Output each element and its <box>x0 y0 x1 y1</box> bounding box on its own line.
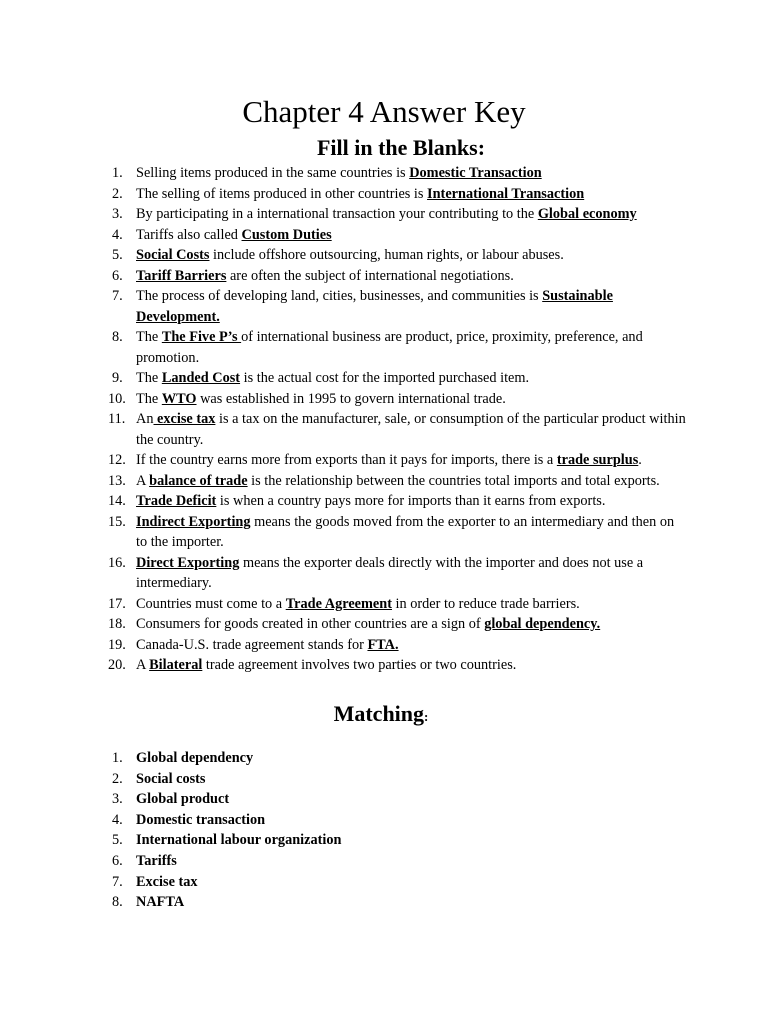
question-text: Countries must come to a <box>136 595 286 612</box>
question-text: of international business are product, price, proximity, preference, and promotion. <box>136 329 643 366</box>
matching-item <box>108 748 508 769</box>
question-text: Consumers for goods created in other countries are a sign of <box>136 616 485 632</box>
matching-item <box>108 851 508 872</box>
question-text: By participating in a international transaction your contributing to the <box>136 206 538 222</box>
item-number: 10. <box>108 390 126 407</box>
matching-term: Domestic transaction <box>136 811 266 828</box>
answer-text: Sustainable Development. <box>136 288 613 325</box>
item-number: 14. <box>108 493 126 509</box>
question-text: trade agreement involves two parties or two countries. <box>202 657 517 673</box>
fill-in-item <box>108 512 688 553</box>
fill-in-item <box>108 245 688 266</box>
item-number: 9. <box>112 370 123 386</box>
question-text: is a tax on the manufacturer, sale, or consumption of the particular product within the country. <box>136 411 686 448</box>
fill-in-item <box>108 389 688 410</box>
item-number: 6. <box>112 267 123 284</box>
fill-in-item <box>108 368 688 389</box>
matching-term: NAFTA <box>136 894 185 911</box>
matching-term: Excise tax <box>136 873 198 890</box>
question-text: A <box>136 472 150 489</box>
item-number: 7. <box>112 288 123 304</box>
item-number: 4. <box>112 811 123 828</box>
item-number: 13. <box>108 472 126 489</box>
item-number: 2. <box>112 185 123 202</box>
answer-text: balance of trade <box>149 472 248 489</box>
fill-in-item <box>108 286 688 327</box>
answer-text: Custom Duties <box>241 226 332 243</box>
answer-text: Trade Agreement <box>285 595 392 612</box>
fill-in-item <box>108 491 688 512</box>
fill-in-item <box>108 225 688 246</box>
item-number: 20. <box>108 657 126 673</box>
answer-text: Domestic Transaction <box>409 165 542 181</box>
answer-text: Global economy <box>537 206 637 222</box>
fill-in-item <box>108 614 688 635</box>
matching-item <box>108 789 508 810</box>
answer-text: Direct Exporting <box>136 554 240 571</box>
answer-text: trade surplus <box>556 452 639 468</box>
answer-text: Indirect Exporting <box>136 513 251 530</box>
answer-text: Social Costs <box>136 247 210 263</box>
matching-heading-text: Matching <box>333 701 425 726</box>
question-text: A <box>136 657 150 673</box>
matching-item <box>108 769 508 790</box>
matching-term: Tariffs <box>136 852 177 869</box>
answer-text: FTA. <box>367 636 399 653</box>
answer-text: Tariff Barriers <box>136 267 227 284</box>
question-text: was established in 1995 to govern international trade. <box>196 390 506 407</box>
question-text: The <box>136 329 162 345</box>
question-text: means the exporter deals directly with the importer and does not use a intermediary. <box>136 554 644 591</box>
question-text: The <box>136 370 162 386</box>
question-text: The process of developing land, cities, businesses, and communities is <box>136 288 543 304</box>
question-text: Selling items produced in the same countries is <box>136 165 410 181</box>
item-number: 1. <box>112 750 123 766</box>
fill-in-item <box>108 594 688 615</box>
matching-item <box>108 810 508 831</box>
question-text: is when a country pays more for imports than it earns from exports. <box>216 493 606 509</box>
question-text: means the goods moved from the exporter to an intermediary and then on to the importer. <box>136 513 675 550</box>
question-text: Canada-U.S. trade agreement stands for <box>136 636 368 653</box>
fill-in-item <box>108 635 688 656</box>
question-text: is the relationship between the countries total imports and total exports. <box>247 472 660 489</box>
matching-heading-colon: : <box>424 709 429 724</box>
item-number: 7. <box>112 873 123 890</box>
fill-in-item <box>108 266 688 287</box>
question-text: is the actual cost for the imported purchased item. <box>240 370 530 386</box>
fill-in-blanks-list <box>108 163 688 676</box>
answer-text: Bilateral <box>149 657 203 673</box>
question-text: include offshore outsourcing, human rights, or labour abuses. <box>209 247 564 263</box>
answer-text: global dependency. <box>484 616 601 632</box>
item-number: 8. <box>112 329 123 345</box>
fill-in-item <box>108 471 688 492</box>
matching-term: International labour organization <box>136 832 342 849</box>
item-number: 6. <box>112 852 123 869</box>
answer-text: WTO <box>161 390 197 407</box>
item-number: 3. <box>112 206 123 222</box>
matching-term: Global dependency <box>136 750 254 766</box>
question-text: If the country earns more from exports than it pays for imports, there is a <box>136 452 557 468</box>
question-text: The <box>136 390 162 407</box>
answer-text: International Transaction <box>427 185 585 202</box>
item-number: 12. <box>108 452 126 468</box>
matching-list <box>108 748 508 913</box>
fill-in-item <box>108 655 688 676</box>
item-number: 16. <box>108 554 126 571</box>
item-number: 8. <box>112 894 123 911</box>
page-title: Chapter 4 Answer Key <box>242 94 526 129</box>
answer-text: Landed Cost <box>161 370 241 386</box>
matching-item <box>108 872 508 893</box>
item-number: 18. <box>108 616 126 632</box>
question-text: The selling of items produced in other countries is <box>136 185 428 202</box>
matching-term: Global product <box>136 791 230 808</box>
item-number: 4. <box>112 226 123 243</box>
question-text: An <box>136 411 154 427</box>
answer-text: The Five P’s <box>161 329 242 345</box>
item-number: 3. <box>112 791 123 808</box>
answer-text: Trade Deficit <box>136 493 217 509</box>
item-number: 5. <box>112 247 123 263</box>
answer-text: excise tax <box>153 411 216 427</box>
question-text: in order to reduce trade barriers. <box>391 595 580 612</box>
fill-in-item <box>108 327 688 368</box>
item-number: 11. <box>108 411 126 427</box>
matching-term: Social costs <box>136 770 206 787</box>
question-text: Tariffs also called <box>136 226 242 243</box>
fill-in-item <box>108 450 688 471</box>
question-text: are often the subject of international negotiations. <box>226 267 514 284</box>
question-text: . <box>638 452 642 468</box>
fill-in-item <box>108 409 688 450</box>
matching-item <box>108 830 508 851</box>
item-number: 17. <box>108 595 126 612</box>
fill-in-item <box>108 163 688 184</box>
fill-in-item <box>108 184 688 205</box>
matching-item <box>108 892 508 913</box>
item-number: 5. <box>112 832 123 849</box>
matching-heading <box>0 700 762 731</box>
item-number: 2. <box>112 770 123 787</box>
fill-in-item <box>108 553 688 594</box>
fill-in-item <box>108 204 688 225</box>
item-number: 1. <box>112 165 123 181</box>
fill-in-blanks-heading: Fill in the Blanks: <box>316 135 486 160</box>
item-number: 15. <box>108 513 126 530</box>
item-number: 19. <box>108 636 126 653</box>
